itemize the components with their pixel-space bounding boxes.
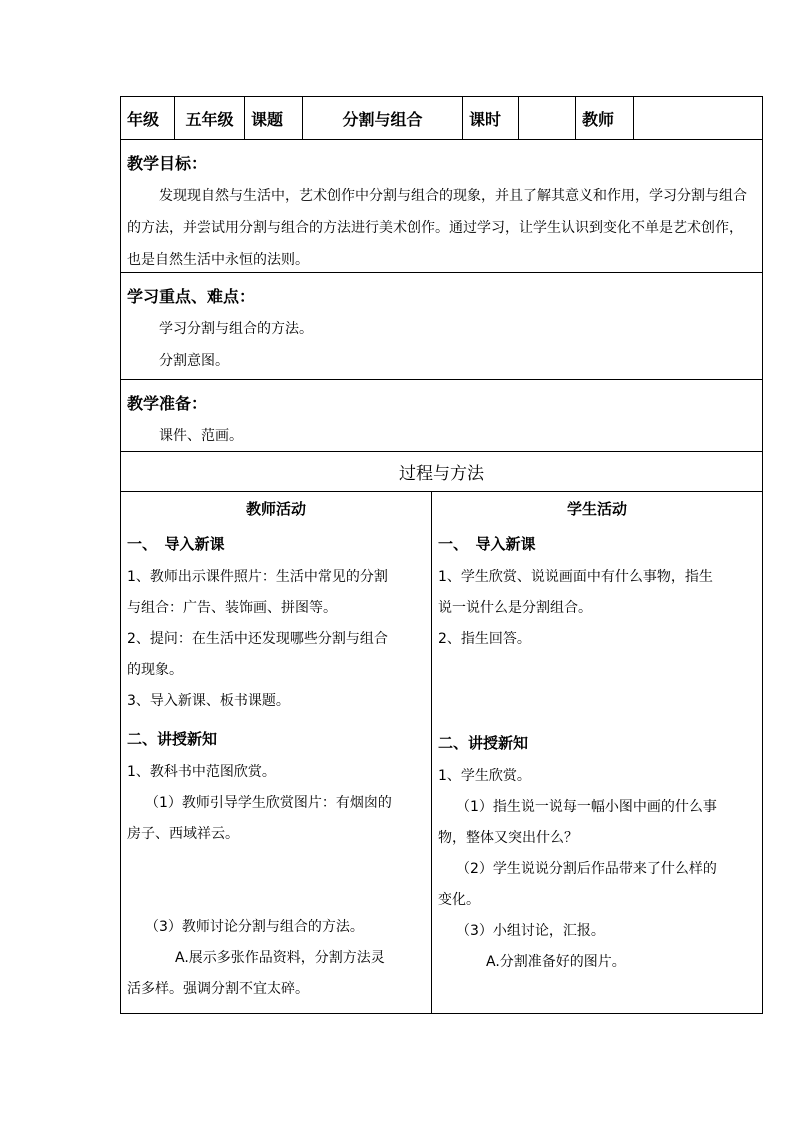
teacher-line: 2、提问：在生活中还发现哪些分割与组合 bbox=[127, 631, 388, 647]
goals-title: 教学目标： bbox=[127, 154, 208, 173]
student-step-2: 二、讲授新知 bbox=[438, 734, 529, 752]
teacher-line: 与组合：广告、装饰画、拼图等。 bbox=[127, 600, 337, 616]
student-blank-space bbox=[438, 655, 756, 721]
student-step-1: 一、 导入新课 bbox=[438, 535, 536, 553]
student-line: 物，整体又突出什么？ bbox=[438, 830, 578, 846]
student-activity-column bbox=[432, 492, 762, 1013]
topic-value: 分割与组合 bbox=[303, 97, 463, 139]
period-value bbox=[519, 97, 576, 139]
student-line: 1、学生欣赏。 bbox=[438, 768, 531, 784]
teacher-line: 1、教师出示课件照片：生活中常见的分割 bbox=[127, 569, 388, 585]
header-row bbox=[121, 97, 762, 140]
student-line: （1）指生说一说每一幅小图中画的什么事 bbox=[456, 799, 717, 815]
student-line: 变化。 bbox=[438, 892, 480, 908]
student-column-title: 学生活动 bbox=[566, 500, 627, 518]
lesson-plan-table bbox=[120, 96, 763, 1014]
preparation-text: 课件、范画。 bbox=[159, 428, 243, 444]
student-line: 2、指生回答。 bbox=[438, 631, 531, 647]
goals-section bbox=[121, 140, 762, 273]
teacher-activity-column bbox=[121, 492, 432, 1013]
student-line: （2）学生说说分割后作品带来了什么样的 bbox=[456, 861, 717, 877]
key-points-section bbox=[121, 273, 762, 380]
teacher-line: A.展示多张作品资料，分割方法灵 bbox=[175, 950, 385, 966]
teacher-value bbox=[634, 97, 762, 139]
student-line: （3）小组讨论，汇报。 bbox=[456, 923, 605, 939]
key-point-item: 分割意图。 bbox=[159, 353, 229, 369]
teacher-step-1: 一、 导入新课 bbox=[127, 535, 225, 553]
teacher-column-title: 教师活动 bbox=[245, 500, 306, 518]
student-line: 说一说什么是分割组合。 bbox=[438, 600, 592, 616]
teacher-line: 3、导入新课、板书课题。 bbox=[127, 693, 290, 709]
teacher-line: （1）教师引导学生欣赏图片：有烟囱的 bbox=[145, 795, 392, 811]
student-line: A.分割准备好的图片。 bbox=[486, 954, 626, 970]
topic-label: 课题 bbox=[245, 97, 303, 139]
teacher-line: 活多样。强调分割不宜太碎。 bbox=[127, 981, 309, 997]
key-points-title: 学习重点、难点： bbox=[127, 287, 256, 306]
goals-text: 发现现自然与生活中，艺术创作中分割与组合的现象，并且了解其意义和作用，学习分割与组合的方法，并尝试用分割与组合的方法进行美术创作。通过学习，让学生认识到变化不单是艺术创作，也是自然生活中永恒的法则。 bbox=[127, 188, 747, 268]
teacher-label: 教师 bbox=[576, 97, 634, 139]
grade-value: 五年级 bbox=[175, 97, 245, 139]
teacher-line: （3）教师讨论分割与组合的方法。 bbox=[145, 919, 364, 935]
grade-label: 年级 bbox=[121, 97, 175, 139]
process-title: 过程与方法 bbox=[121, 452, 762, 492]
teacher-line: 1、教科书中范图欣赏。 bbox=[127, 764, 276, 780]
teacher-line: 房子、西域祥云。 bbox=[127, 826, 239, 842]
teacher-line: 的现象。 bbox=[127, 662, 183, 678]
period-label: 课时 bbox=[463, 97, 519, 139]
student-line: 1、学生欣赏、说说画面中有什么事物，指生 bbox=[438, 569, 713, 585]
teacher-step-2: 二、讲授新知 bbox=[127, 730, 218, 748]
key-point-item: 学习分割与组合的方法。 bbox=[159, 321, 313, 337]
teacher-blank-space bbox=[127, 850, 425, 912]
preparation-title: 教学准备： bbox=[127, 394, 208, 413]
activities-row bbox=[121, 492, 762, 1013]
preparation-section bbox=[121, 380, 762, 452]
